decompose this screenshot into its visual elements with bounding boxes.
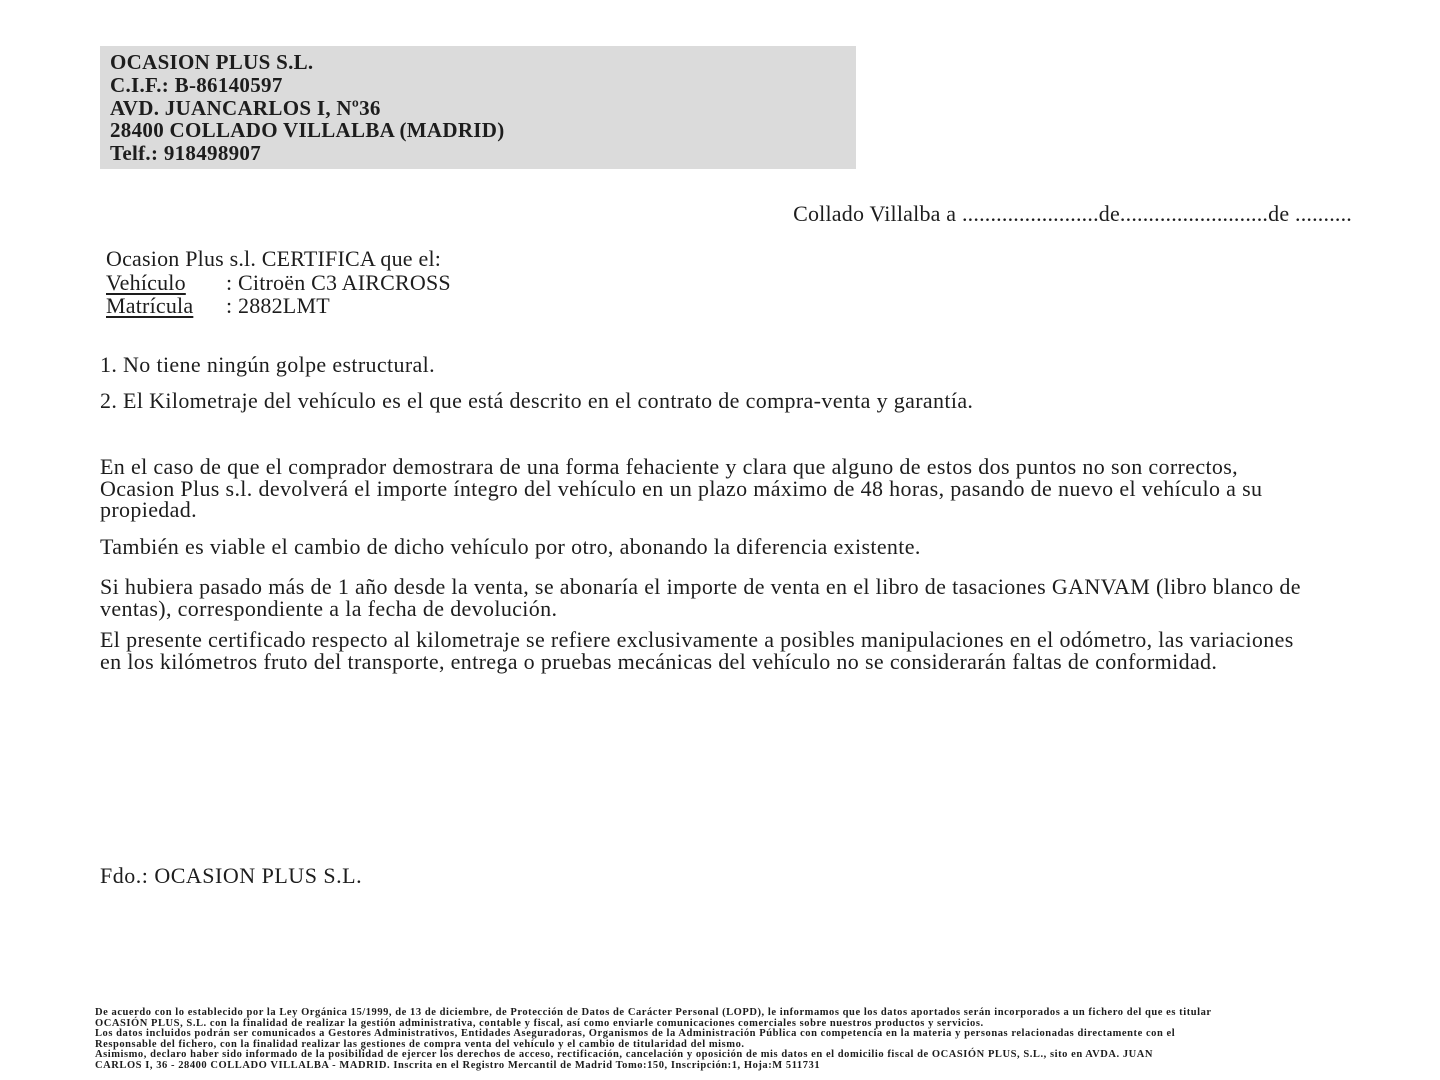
condition-2: 2. El Kilometraje del vehículo es el que está descrito en el contrato de compra-venta y garantía. <box>100 388 974 413</box>
vehicle-label-box <box>106 271 226 295</box>
legal-line: Responsable del fichero, con la finalidad realizar las gestiones de compra venta del vehículo y el cambio de titularidad del mismo. <box>95 1038 745 1050</box>
legal-line: Asimismo, declaro haber sido informado de la posibilidad de ejercer los derechos de acceso, rectificación, cancelación y oposición de mis datos en el domicilio fiscal de OCASIÓN PLUS, S.L., sito en AVDA. JUAN <box>95 1049 1154 1061</box>
plate-label-box <box>106 294 226 318</box>
legal-line: Los datos incluidos podrán ser comunicados a Gestores Administrativos, Entidades Aseguradoras, Organismos de la Administración Pública con competencia en la materia y personas relacionadas directamente con el <box>95 1028 1176 1040</box>
paragraph-exchange: También es viable el cambio de dicho vehículo por otro, abonando la diferencia existente. <box>100 534 921 559</box>
paragraph-odometer: El presente certificado respecto al kilometraje se refiere exclusivamente a posibles manipulaciones en el odómetro, las variaciones en los kilómetros fruto del transporte, entrega o pruebas mecánicas del vehículo no se considerarán faltas de conformidad. <box>100 627 1294 674</box>
date-line: Collado Villalba a ........................de..........................de .......... <box>793 201 1352 226</box>
certify-line: Ocasion Plus s.l. CERTIFICA que el: <box>106 246 442 271</box>
condition-1: 1. No tiene ningún golpe estructural. <box>100 352 435 377</box>
legal-line: De acuerdo con lo establecido por la Ley Orgánica 15/1999, de 13 de diciembre, de Protección de Datos de Carácter Personal (LOPD), le informamos que los datos aportados serán incorporados a un fichero del que es titular <box>95 1007 1212 1018</box>
plate-field <box>106 294 451 318</box>
legal-line: CARLOS I, 36 - 28400 COLLADO VILLALBA - MADRID. Inscrita en el Registro Mercantil de Madrid Tomo:150, Inscripción:1, Hoja:M 511731 <box>95 1059 821 1071</box>
paragraph-ganvam: Si hubiera pasado más de 1 año desde la venta, se abonaría el importe de venta en el libro de tasaciones GANVAM (libro blanco de ventas), correspondiente a la fecha de devolución. <box>100 574 1301 621</box>
vehicle-label: Vehículo <box>106 269 186 295</box>
company-city: 28400 COLLADO VILLALBA (MADRID) <box>110 118 505 143</box>
company-address: AVD. JUANCARLOS I, Nº36 <box>110 95 381 120</box>
vehicle-value: : Citroën C3 AIRCROSS <box>226 269 451 295</box>
signature-line: Fdo.: OCASION PLUS S.L. <box>100 863 363 888</box>
vehicle-field <box>106 271 451 295</box>
legal-line: OCASIÓN PLUS, S.L. con la finalidad de realizar la gestión administrativa, contable y fiscal, así como enviarle comunicaciones comerciales sobre nuestros productos y servicios. <box>95 1017 984 1029</box>
company-header-block <box>100 46 856 169</box>
legal-footer <box>95 1008 1212 1072</box>
paragraph-refund: En el caso de que el comprador demostrara de una forma fehaciente y clara que alguno de estos dos puntos no son correctos, Ocasion Plus s.l. devolverá el importe íntegro del vehículo en un plazo máximo de 48 horas, pasando de nuevo el vehículo a su propiedad. <box>100 454 1263 522</box>
company-cif: C.I.F.: B-86140597 <box>110 72 283 97</box>
company-phone: Telf.: 918498907 <box>110 141 262 166</box>
company-name: OCASION PLUS S.L. <box>110 50 314 74</box>
plate-value: : 2882LMT <box>226 293 330 318</box>
plate-label: Matrícula <box>106 293 194 318</box>
certificate-block <box>106 247 451 318</box>
